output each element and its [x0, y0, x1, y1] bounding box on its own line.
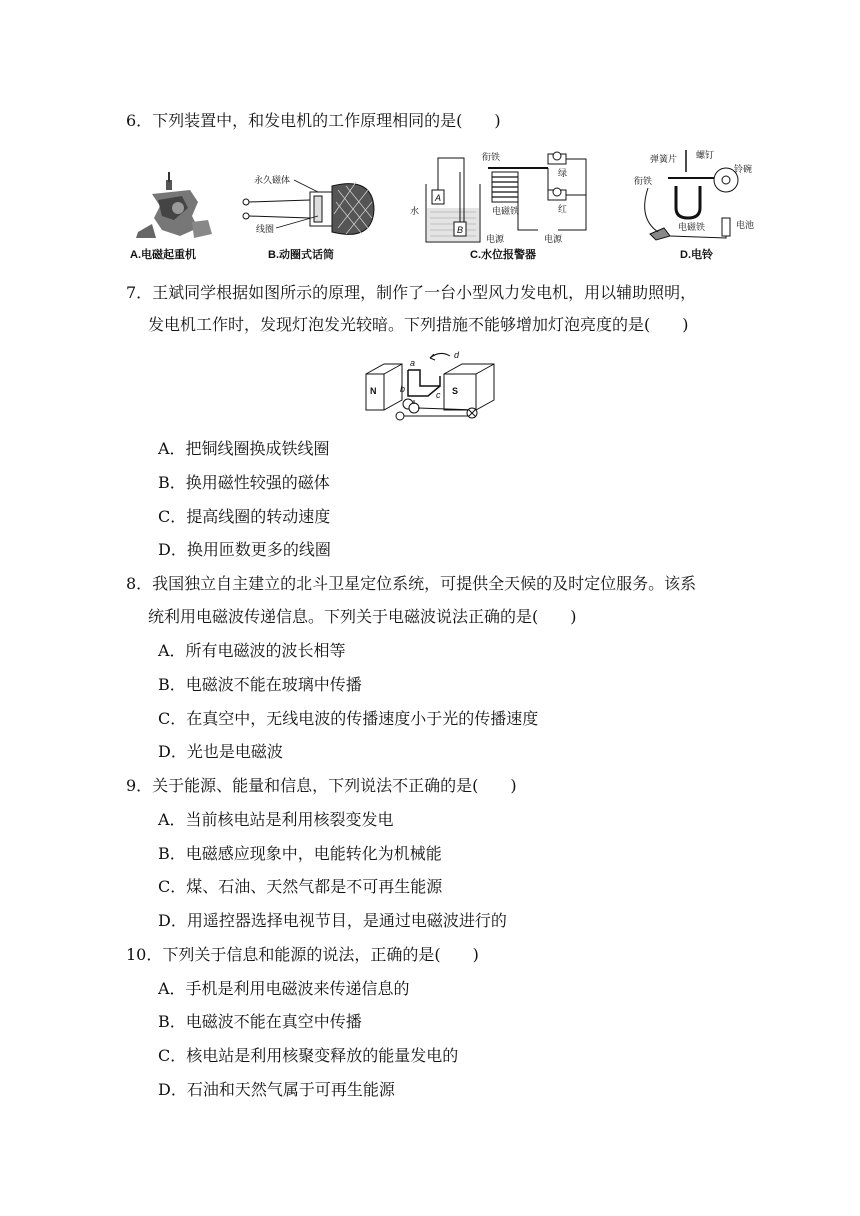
label-coil-b: b	[400, 384, 406, 394]
label-electromagnet-d: 电磁铁	[678, 222, 706, 232]
question-10-option-d: D．石油和天然气属于可再生能源	[158, 1080, 395, 1099]
question-7-option-c: C．提高线圈的转动速度	[158, 507, 331, 526]
question-7-option-a: A．把铜线圈换成铁线圈	[158, 439, 330, 458]
question-7-stem-line-1: 7．王斌同学根据如图所示的原理，制作了一台小型风力发电机，用以辅助照明，	[126, 283, 697, 302]
label-water: 水	[410, 206, 420, 216]
question-7-option-d: D．换用匝数更多的线圈	[158, 540, 331, 559]
label-electrode-a: A	[435, 193, 442, 203]
crane-image	[132, 172, 222, 242]
question-10-option-b: B．电磁波不能在真空中传播	[158, 1012, 362, 1031]
label-coil: 线圈	[256, 224, 275, 234]
figure-electric-bell	[634, 148, 764, 246]
question-10-option-c: C．核电站是利用核聚变释放的能量发电的	[158, 1046, 459, 1065]
label-battery: 电池	[736, 220, 755, 230]
question-6-stem: 6．下列装置中，和发电机的工作原理相同的是( )	[126, 111, 501, 130]
label-spring-plate: 弹簧片	[650, 154, 678, 164]
question-8-option-d: D．光也是电磁波	[158, 742, 283, 761]
question-8-option-b: B．电磁波不能在玻璃中传播	[158, 675, 362, 694]
label-armature: 衔铁	[482, 152, 501, 162]
label-electrode-b: B	[457, 225, 464, 235]
figure-c-caption: C.水位报警器	[470, 249, 536, 261]
question-7-stem-line-2: 发电机工作时，发现灯泡发光较暗。下列措施不能够增加灯泡亮度的是( )	[148, 315, 689, 334]
generator-diagram	[364, 346, 498, 426]
label-red-lamp: 红	[558, 204, 568, 214]
label-power-source-2: 电源	[544, 234, 563, 244]
figure-generator	[364, 346, 498, 426]
question-9-option-d: D．用遥控器选择电视节目，是通过电磁波进行的	[158, 911, 507, 930]
figure-a-caption: A.电磁起重机	[130, 249, 196, 261]
label-bell-bowl: 铃碗	[734, 164, 753, 174]
question-8-stem-line-1: 8．我国独立自主建立的北斗卫星定位系统，可提供全天候的及时定位服务。该系	[126, 574, 697, 593]
label-south-pole: S	[452, 386, 459, 396]
figure-b-caption: B.动圈式话筒	[268, 249, 334, 261]
label-coil-a: a	[410, 358, 416, 368]
question-9-option-c: C．煤、石油、天然气都是不可再生能源	[158, 877, 443, 896]
question-10-option-a: A．手机是利用电磁波来传递信息的	[158, 979, 410, 998]
question-9-option-a: A．当前核电站是利用核裂变发电	[158, 810, 394, 829]
label-electromagnet: 电磁铁	[492, 206, 520, 216]
water-alarm-diagram	[408, 150, 592, 246]
label-green-lamp: 绿	[558, 168, 568, 178]
question-8-stem-line-2: 统利用电磁波传递信息。下列关于电磁波说法正确的是( )	[148, 607, 577, 626]
question-8-option-a: A．所有电磁波的波长相等	[158, 641, 346, 660]
question-9-stem: 9．关于能源、能量和信息，下列说法不正确的是( )	[126, 776, 517, 795]
figure-dynamic-microphone	[238, 172, 378, 242]
bell-diagram	[634, 148, 764, 246]
label-coil-c: c	[436, 390, 441, 400]
microphone-diagram	[238, 172, 378, 242]
figure-d-caption: D.电铃	[680, 249, 713, 261]
question-9-option-b: B．电磁感应现象中，电能转化为机械能	[158, 844, 442, 863]
question-10-stem: 10．下列关于信息和能源的说法，正确的是( )	[126, 945, 479, 964]
label-armature-d: 衔铁	[634, 176, 653, 186]
question-8-option-c: C．在真空中，无线电波的传播速度小于光的传播速度	[158, 709, 539, 728]
label-north-pole: N	[370, 386, 377, 396]
figure-electromagnetic-crane	[132, 172, 222, 242]
label-power-source-1: 电源	[486, 234, 505, 244]
figure-water-level-alarm	[408, 150, 592, 246]
question-7-option-b: B．换用磁性较强的磁体	[158, 473, 330, 492]
label-coil-d: d	[454, 350, 460, 360]
label-permanent-magnet: 永久磁体	[254, 175, 291, 185]
label-screw: 螺钉	[696, 150, 715, 160]
